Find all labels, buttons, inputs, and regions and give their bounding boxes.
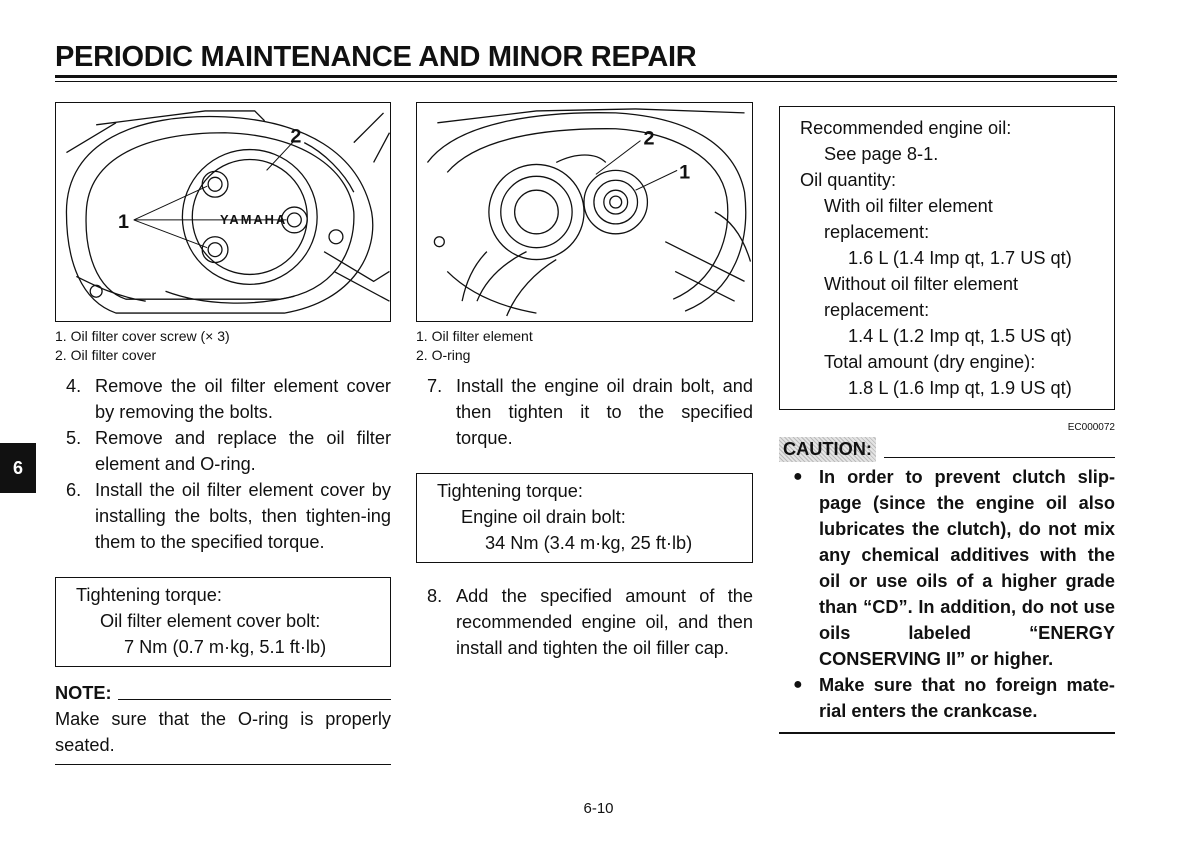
spec-item: Total amount (dry engine): (824, 352, 1036, 372)
figure-label-1: 1 (679, 161, 691, 184)
spec-heading: Tightening torque: (437, 481, 583, 501)
spec-value: 34 Nm (3.4 m·kg, 25 ft·lb) (485, 533, 693, 553)
torque-spec-box (416, 473, 753, 563)
step-number: 6. (66, 480, 82, 500)
caution-label: CAUTION: (779, 437, 876, 462)
step-item (55, 373, 391, 425)
spec-heading: Oil quantity: (800, 170, 897, 190)
step-item (55, 477, 391, 555)
note-end-rule (55, 764, 391, 765)
note-label: NOTE: (55, 683, 112, 703)
spec-item: With oil filter element (824, 196, 993, 216)
column-3 (779, 106, 1115, 734)
figure-label-1: 1 (117, 210, 129, 233)
spec-item: replacement: (824, 300, 930, 320)
step-text: Install the oil filter element cover by installing the bolts, then tighten-ing them to the specified torque. (95, 480, 391, 552)
spec-heading: Recommended engine oil: (800, 118, 1012, 138)
spec-item: Oil filter element cover bolt: (100, 611, 321, 631)
caution-header (779, 437, 1115, 462)
caution-text: In order to prevent clutch slip-page (since the engine oil also lubricates the clutch), do not mix any chemical additives with the oil or use oils of a higher grade than “CD”. In addition, do not use oils labeled “ENERGY CONSERVING II” or higher. (819, 467, 1115, 669)
step-number: 7. (427, 376, 443, 396)
callout-item: 2. O-ring (416, 347, 471, 363)
figure-callouts (416, 327, 753, 365)
page-header (55, 40, 1117, 82)
spec-heading: Tightening torque: (76, 585, 222, 605)
figure-oil-filter-element (416, 102, 753, 322)
bullet-icon: ● (793, 468, 803, 485)
column-1 (55, 102, 391, 765)
note-rule (118, 699, 391, 700)
page-title: PERIODIC MAINTENANCE AND MINOR REPAIR (55, 41, 697, 73)
caution-text: Make sure that no foreign mate-rial enters the crankcase. (819, 675, 1115, 721)
callout-item: 2. Oil filter cover (55, 347, 157, 363)
procedure-steps (55, 373, 391, 555)
spec-value: 1.8 L (1.6 Imp qt, 1.9 US qt) (848, 378, 1072, 398)
caution-end-rule (779, 732, 1115, 734)
spec-value: 1.6 L (1.4 Imp qt, 1.7 US qt) (848, 248, 1072, 268)
callout-item: 1. Oil filter cover screw (× 3) (55, 328, 230, 344)
spec-item: Engine oil drain bolt: (461, 507, 626, 527)
note-block (55, 680, 391, 765)
step-item (416, 583, 753, 661)
spec-value: 7 Nm (0.7 m·kg, 5.1 ft·lb) (124, 637, 327, 657)
step-item (55, 425, 391, 477)
reference-code: EC000072 (1067, 422, 1115, 433)
spec-item: Without oil filter element (824, 274, 1019, 294)
procedure-steps (416, 373, 753, 451)
page-number: 6-10 (583, 800, 614, 817)
oil-spec-box (779, 106, 1115, 410)
spec-item: replacement: (824, 222, 930, 242)
figure-callouts (55, 327, 391, 365)
caution-item (779, 464, 1115, 672)
step-item (416, 373, 753, 451)
engine-cover-illustration (56, 103, 390, 321)
step-text: Remove the oil filter element cover by removing the bolts. (95, 376, 391, 422)
step-text: Add the specified amount of the recommended engine oil, and then install and tighten the oil filler cap. (456, 586, 753, 658)
spec-value: See page 8-1. (824, 144, 939, 164)
yamaha-logo: YAMAHA (220, 211, 288, 227)
caution-item (779, 672, 1115, 724)
chapter-tab: 6 (0, 443, 36, 493)
bullet-icon: ● (793, 676, 803, 693)
column-2 (416, 102, 753, 661)
caution-list (779, 464, 1115, 724)
step-number: 4. (66, 376, 82, 396)
step-number: 5. (66, 428, 82, 448)
torque-spec-box (55, 577, 391, 667)
oil-filter-illustration (417, 103, 752, 321)
figure-oil-filter-cover (55, 102, 391, 322)
step-number: 8. (427, 586, 443, 606)
spec-value: 1.4 L (1.2 Imp qt, 1.5 US qt) (848, 326, 1072, 346)
figure-label-2: 2 (290, 125, 302, 148)
header-rule-thin (55, 81, 1117, 82)
callout-item: 1. Oil filter element (416, 328, 533, 344)
note-text: Make sure that the O-ring is properly seated. (55, 709, 391, 755)
caution-rule (884, 457, 1115, 458)
step-text: Remove and replace the oil filter element and O-ring. (95, 428, 391, 474)
figure-label-2: 2 (643, 127, 655, 150)
header-rule (55, 75, 1117, 78)
procedure-steps (416, 583, 753, 661)
step-text: Install the engine oil drain bolt, and then tighten it to the specified torque. (456, 376, 753, 448)
